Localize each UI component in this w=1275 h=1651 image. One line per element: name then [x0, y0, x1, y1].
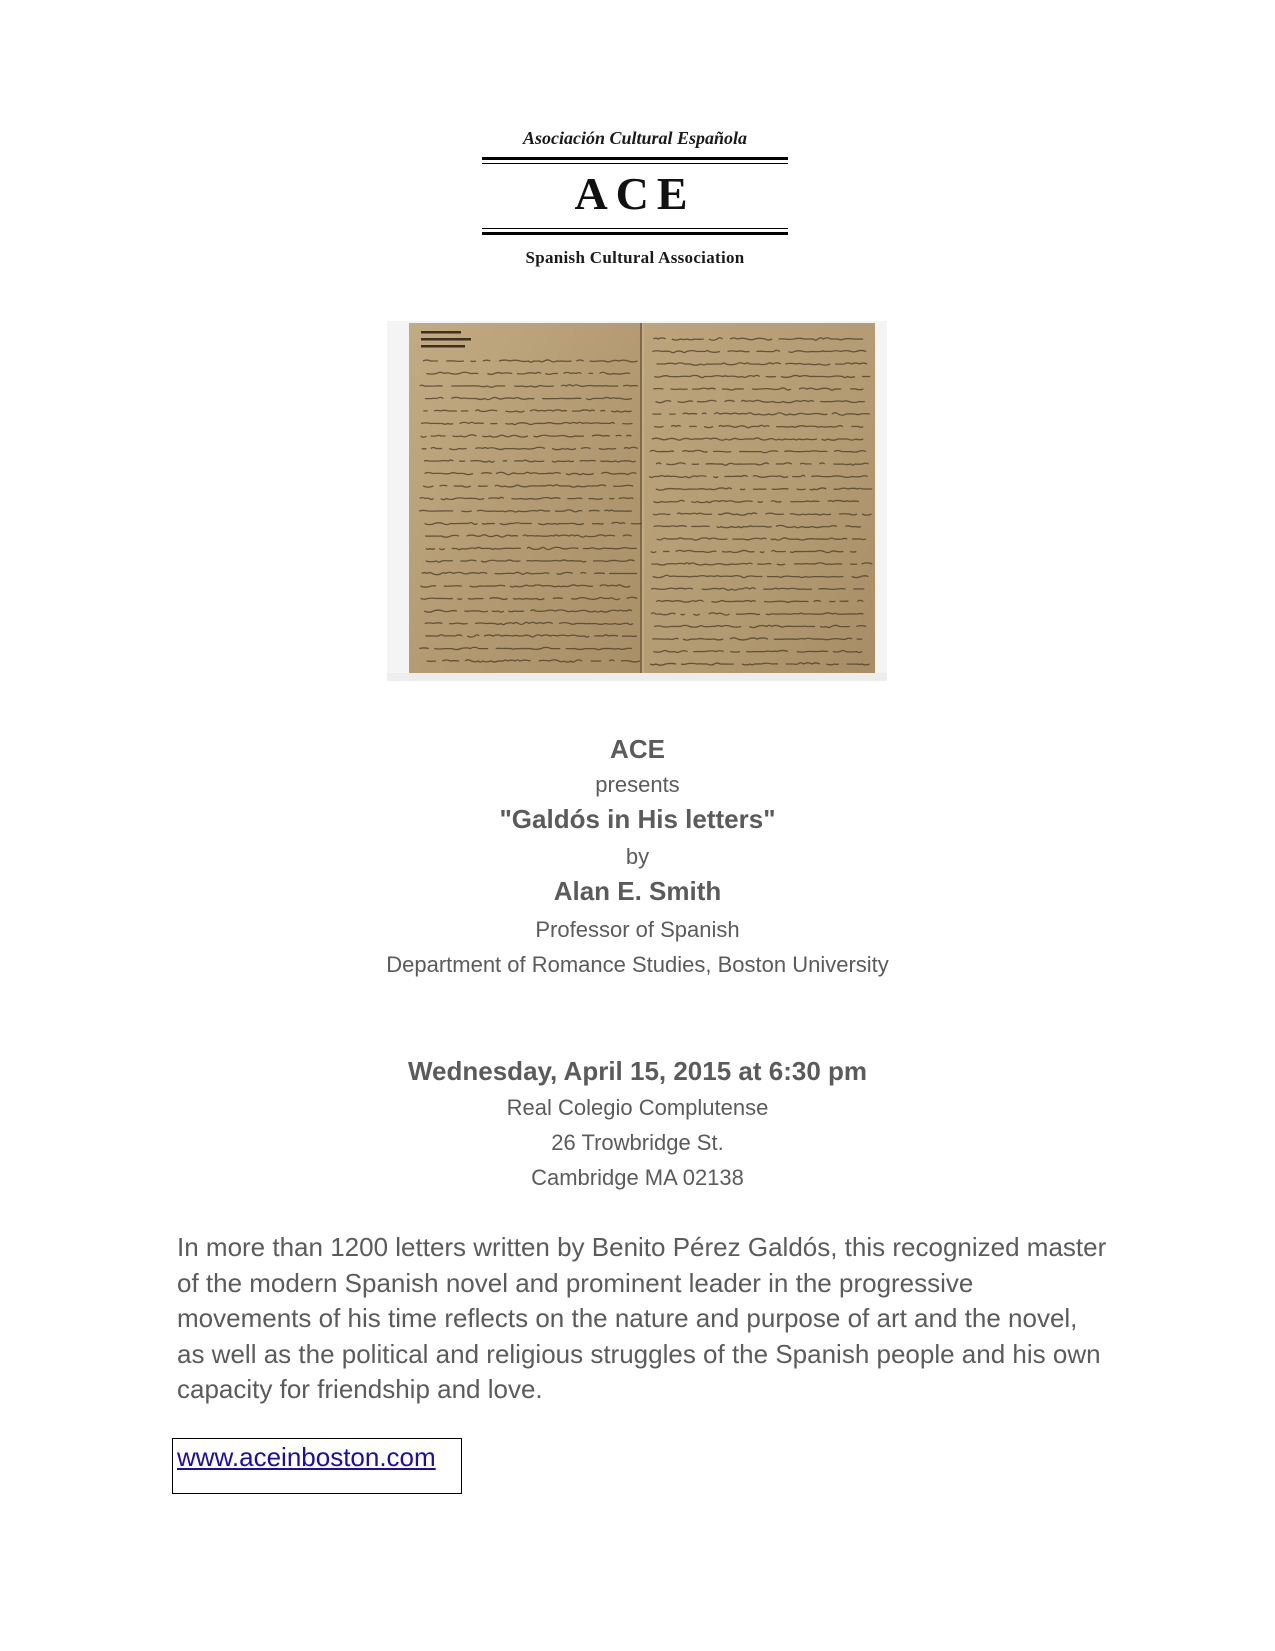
- event-city: Cambridge MA 02138: [531, 1165, 744, 1190]
- letterhead-mark: [421, 338, 471, 341]
- letterhead-mark: [421, 345, 465, 348]
- website-link[interactable]: www.aceinboston.com: [177, 1442, 436, 1472]
- event-datetime: Wednesday, April 15, 2015 at 6:30 pm: [407, 1056, 868, 1086]
- speaker-department: Department of Romance Studies, Boston University: [386, 952, 889, 977]
- event-by: by: [625, 844, 650, 869]
- logo-top-text: Asociación Cultural Española: [522, 128, 748, 148]
- letterhead-mark: [421, 331, 461, 334]
- logo-acronym: ACE: [574, 168, 696, 219]
- event-street: 26 Trowbridge St.: [551, 1130, 724, 1155]
- ace-logo: [480, 128, 790, 268]
- speaker-name: Alan E. Smith: [553, 876, 722, 906]
- event-title: "Galdós in His letters": [499, 804, 776, 834]
- event-presents: presents: [595, 772, 680, 797]
- logo-bottom-text: Spanish Cultural Association: [525, 248, 745, 267]
- logo-rule-top: [482, 157, 788, 164]
- manuscript-letter-image: [387, 321, 887, 681]
- event-venue: Real Colegio Complutense: [506, 1095, 769, 1120]
- speaker-role: Professor of Spanish: [535, 917, 740, 942]
- website-link-box: [172, 1438, 462, 1494]
- logo-rule-bottom: [482, 228, 788, 235]
- event-description: In more than 1200 letters written by Benito Pérez Galdós, this recognized master of the modern Spanish novel and prominent leader in the progressive movements of his time reflects on the nature and purpose of art and the novel, as well as the political and religious struggles of the Spanish people and his own capacity for friendship and love.: [177, 1232, 1107, 1404]
- event-org: ACE: [610, 734, 665, 764]
